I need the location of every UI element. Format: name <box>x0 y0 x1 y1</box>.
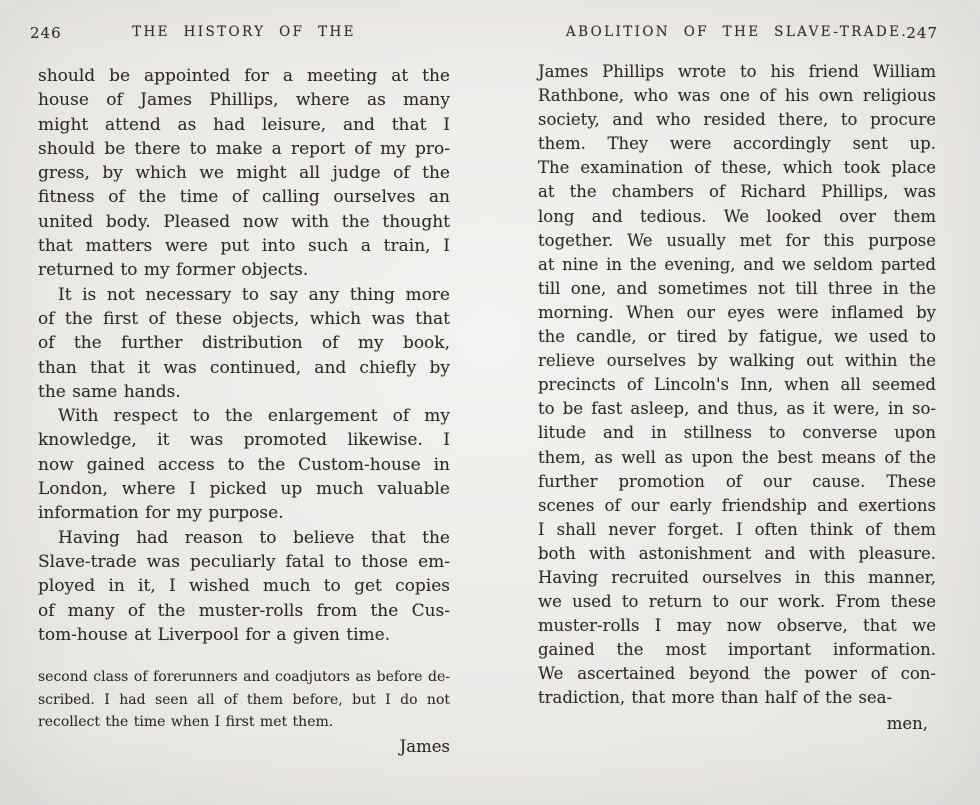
text-line: returned to my former objects. <box>38 260 309 281</box>
right-running-head: ABOLITION OF THE SLAVE-TRADE. <box>565 24 909 40</box>
paragraph <box>38 404 450 525</box>
text-line: I shall never forget. I often think of them <box>538 519 936 539</box>
text-line: should be there to make a report of my pro- <box>38 138 450 159</box>
text-line: It is not necessary to say any thing more <box>58 284 450 305</box>
text-line: we used to return to our work. From these <box>538 592 936 612</box>
text-line: fitness of the time of calling ourselves an <box>38 187 450 208</box>
text-line: Having had reason to believe that the <box>58 527 450 548</box>
text-line: together. We usually met for this purpose <box>538 230 936 250</box>
text-line: of the first of these objects, which was that <box>38 308 450 329</box>
right-page-number: 247 <box>906 24 938 42</box>
text-line: muster-rolls I may now observe, that we <box>538 616 936 636</box>
right-text-block <box>538 60 936 712</box>
left-page-number: 246 <box>30 24 62 42</box>
text-line: precincts of Lincoln's Inn, when all seemed <box>538 375 936 395</box>
text-line: tom-house at Liverpool for a given time. <box>38 624 391 645</box>
text-line: morning. When our eyes were inflamed by <box>538 302 936 322</box>
text-line: to be fast asleep, and thus, as it were, in so- <box>538 399 936 419</box>
text-line: Slave-trade was peculiarly fatal to those em- <box>38 551 450 572</box>
text-line: the same hands. <box>38 381 181 402</box>
text-line: now gained access to the Custom-house in <box>38 454 450 475</box>
text-line: Rathbone, who was one of his own religious <box>538 86 936 106</box>
text-line: further promotion of our cause. These <box>538 471 936 491</box>
text-line: The examination of these, which took place <box>538 158 936 178</box>
text-line: Having recruited ourselves in this manner, <box>538 567 936 587</box>
text-line: of the further distribution of my book, <box>38 333 450 354</box>
text-line: at the chambers of Richard Phillips, was <box>538 182 936 202</box>
text-line: of many of the muster-rolls from the Cus- <box>38 600 450 621</box>
text-line: united body. Pleased now with the thought <box>38 211 450 232</box>
text-line: society, and who resided there, to procure <box>538 110 936 130</box>
text-line: With respect to the enlargement of my <box>58 406 450 427</box>
paragraph <box>38 526 450 647</box>
paragraph <box>38 666 450 734</box>
left-page <box>30 24 450 756</box>
text-line: might attend as had leisure, and that I <box>38 114 450 135</box>
text-line: the candle, or tired by fatigue, we used to <box>538 327 936 347</box>
text-line: than that it was continued, and chiefly by <box>38 357 450 378</box>
text-line: gress, by which we might all judge of the <box>38 163 450 184</box>
text-line: information for my purpose. <box>38 503 284 524</box>
text-line: till one, and sometimes not till three in the <box>538 278 936 298</box>
right-page <box>538 24 936 733</box>
right-catchword: men, <box>886 714 928 733</box>
text-line: knowledge, it was promoted likewise. I <box>38 430 450 451</box>
text-line: recollect the time when I first met them. <box>38 714 334 730</box>
text-line: long and tedious. We looked over them <box>538 206 936 226</box>
text-line: relieve ourselves by walking out within the <box>538 351 936 371</box>
text-line: ployed in it, I wished much to get copies <box>38 576 450 597</box>
text-line: that matters were put into such a train, I <box>38 236 450 257</box>
paragraph <box>38 283 450 404</box>
text-line: We ascertained beyond the power of con- <box>538 664 936 684</box>
text-line: James Phillips wrote to his friend William <box>538 62 936 81</box>
text-line: them, as well as upon the best means of the <box>538 447 936 467</box>
text-line: gained the most important information. <box>538 640 936 660</box>
left-page-header <box>30 24 450 44</box>
right-page-header <box>538 24 936 44</box>
text-line: should be appointed for a meeting at the <box>38 66 450 86</box>
text-line: London, where I picked up much valuable <box>38 479 450 500</box>
footnote <box>38 666 450 734</box>
text-line: them. They were accordingly sent up. <box>538 134 936 154</box>
text-line: scribed. I had seen all of them before, but I do not <box>38 691 450 708</box>
paragraph <box>538 60 936 711</box>
left-catchword: James <box>399 736 450 756</box>
text-line: at nine in the evening, and we seldom parted <box>538 254 936 274</box>
text-line: tradiction, that more than half of the sea- <box>538 688 893 708</box>
text-line: second class of forerunners and coadjutors as before de- <box>38 669 450 685</box>
left-running-head: THE HISTORY OF THE <box>132 24 356 40</box>
left-text-block <box>38 64 450 649</box>
text-line: both with astonishment and with pleasure. <box>538 543 936 563</box>
text-line: litude and in stillness to converse upon <box>538 423 936 443</box>
paragraph <box>38 64 450 283</box>
text-line: scenes of our early friendship and exertions <box>538 495 936 515</box>
text-line: house of James Phillips, where as many <box>38 90 450 111</box>
